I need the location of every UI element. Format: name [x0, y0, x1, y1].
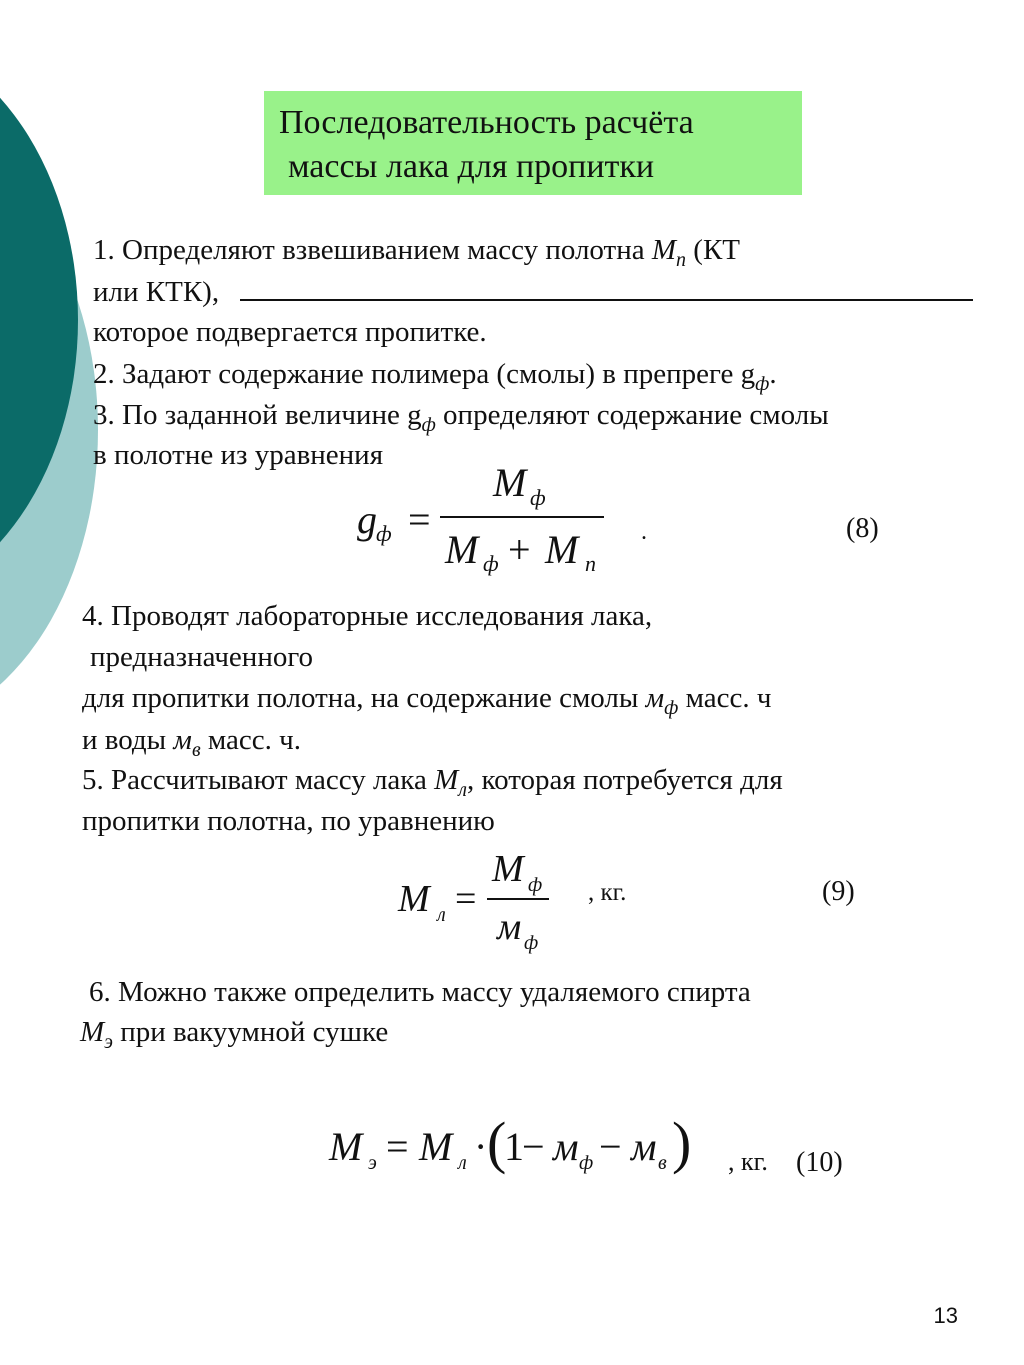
symbol-mf: м [645, 682, 665, 714]
f10-rpar: ) [672, 1110, 692, 1175]
step-5-line-1 [82, 764, 783, 801]
step-4-text-b: масс. ч [678, 682, 772, 714]
step-1-line-2: или КТК), [93, 276, 220, 308]
step-4-line-1: 4. Проводят лабораторные исследования лака, [82, 600, 653, 632]
step-6-line-1: 6. Можно также определить массу удаляемого спирта [89, 976, 751, 1008]
f8-den2-sub: п [585, 551, 596, 576]
step-3-text-b: определяют содержание смолы [435, 399, 829, 431]
f10-ml: М [419, 1124, 453, 1169]
step-1-text-b: (КТ [686, 234, 740, 266]
step-4-text-c: и воды [82, 724, 174, 756]
step-4-text-d: масс. ч. [200, 724, 301, 756]
subscript: п [676, 249, 687, 271]
f10-mv: м [631, 1124, 657, 1169]
subscript: ф [755, 373, 770, 395]
step-5-line-2: пропитки полотна, по уравнению [82, 805, 495, 837]
step-3-line-1 [93, 399, 829, 436]
f8-g-sub: ф [376, 521, 392, 546]
f9-num-sub: ф [528, 874, 543, 896]
f10-mf: м [553, 1124, 579, 1169]
f10-lhs-sub: э [368, 1152, 377, 1174]
f8-num: М [493, 460, 527, 505]
step-2-text: 2. Задают содержание полимера (смолы) в препреге g [93, 358, 756, 390]
step-6-line-2 [80, 1016, 389, 1053]
symbol-ml: М [434, 764, 459, 796]
f8-plus: + [508, 527, 531, 572]
step-3-line-2: в полотне из уравнения [93, 439, 384, 471]
f8-g: g [357, 497, 377, 542]
f8-number: (8) [846, 513, 879, 544]
f8-den1: М [445, 527, 479, 572]
f10-one: 1 [504, 1124, 524, 1169]
subscript: э [104, 1031, 113, 1053]
step-5-text-b: , которая потребуется для [466, 764, 783, 796]
f9-lhs-sub: л [437, 904, 446, 926]
f10-minus-2: − [599, 1124, 622, 1169]
step-4-line-3 [82, 682, 772, 719]
step-4-line-2: предназначенного [90, 641, 314, 673]
title-line-2: массы лака для пропитки [288, 148, 655, 185]
f10-cdot: · [474, 1124, 488, 1169]
f10-unit: , кг. [728, 1147, 768, 1176]
subscript: в [191, 739, 201, 761]
f8-den2: М [545, 527, 579, 572]
f9-fraction-bar [487, 898, 549, 900]
title-line-1: Последовательность расчёта [279, 104, 694, 141]
f10-mf-sub: ф [579, 1152, 594, 1174]
f10-number: (10) [796, 1147, 843, 1178]
f9-unit: , кг. [588, 879, 627, 906]
step-2-text-end: . [769, 358, 777, 390]
f10-minus-1: − [522, 1124, 545, 1169]
step-3-text: 3. По заданной величине g [93, 399, 422, 431]
subscript: ф [421, 414, 436, 436]
symbol-mp: М [651, 234, 677, 266]
f10-mv-sub: в [658, 1152, 667, 1174]
page-number: 13 [933, 1303, 958, 1328]
subscript: ф [664, 697, 679, 719]
f9-den: м [497, 906, 522, 948]
step-4-text: для пропитки полотна, на содержание смолы [82, 682, 646, 714]
step-5-text: 5. Рассчитывают массу лака [82, 764, 435, 796]
step-2-line [93, 358, 777, 395]
step-4-line-4 [82, 724, 301, 761]
f10-lhs: М [329, 1124, 363, 1169]
symbol-me: М [80, 1016, 105, 1048]
f9-equals: = [455, 878, 477, 920]
step-1-line-1 [93, 234, 740, 271]
f9-lhs: М [398, 878, 430, 920]
f9-den-sub: ф [524, 932, 539, 954]
symbol-mv: м [173, 724, 192, 756]
f9-num: М [492, 848, 524, 890]
f8-equals: = [408, 497, 431, 542]
f8-num-sub: ф [530, 485, 546, 510]
subscript: л [458, 779, 467, 801]
f10-equals: = [386, 1124, 409, 1169]
step-6-text-b: при вакуумной сушке [113, 1016, 389, 1048]
f8-den1-sub: ф [483, 551, 499, 576]
f9-number: (9) [822, 876, 855, 907]
f10-ml-sub: л [458, 1152, 467, 1174]
f10-lpar: ( [487, 1110, 507, 1175]
step-1-text: 1. Определяют взвешиванием массу полотна [93, 234, 652, 266]
f8-fraction-bar [440, 516, 604, 518]
horizontal-rule [240, 299, 973, 301]
f8-dot: . [641, 519, 647, 545]
step-1-line-3: которое подвергается пропитке. [93, 316, 487, 348]
